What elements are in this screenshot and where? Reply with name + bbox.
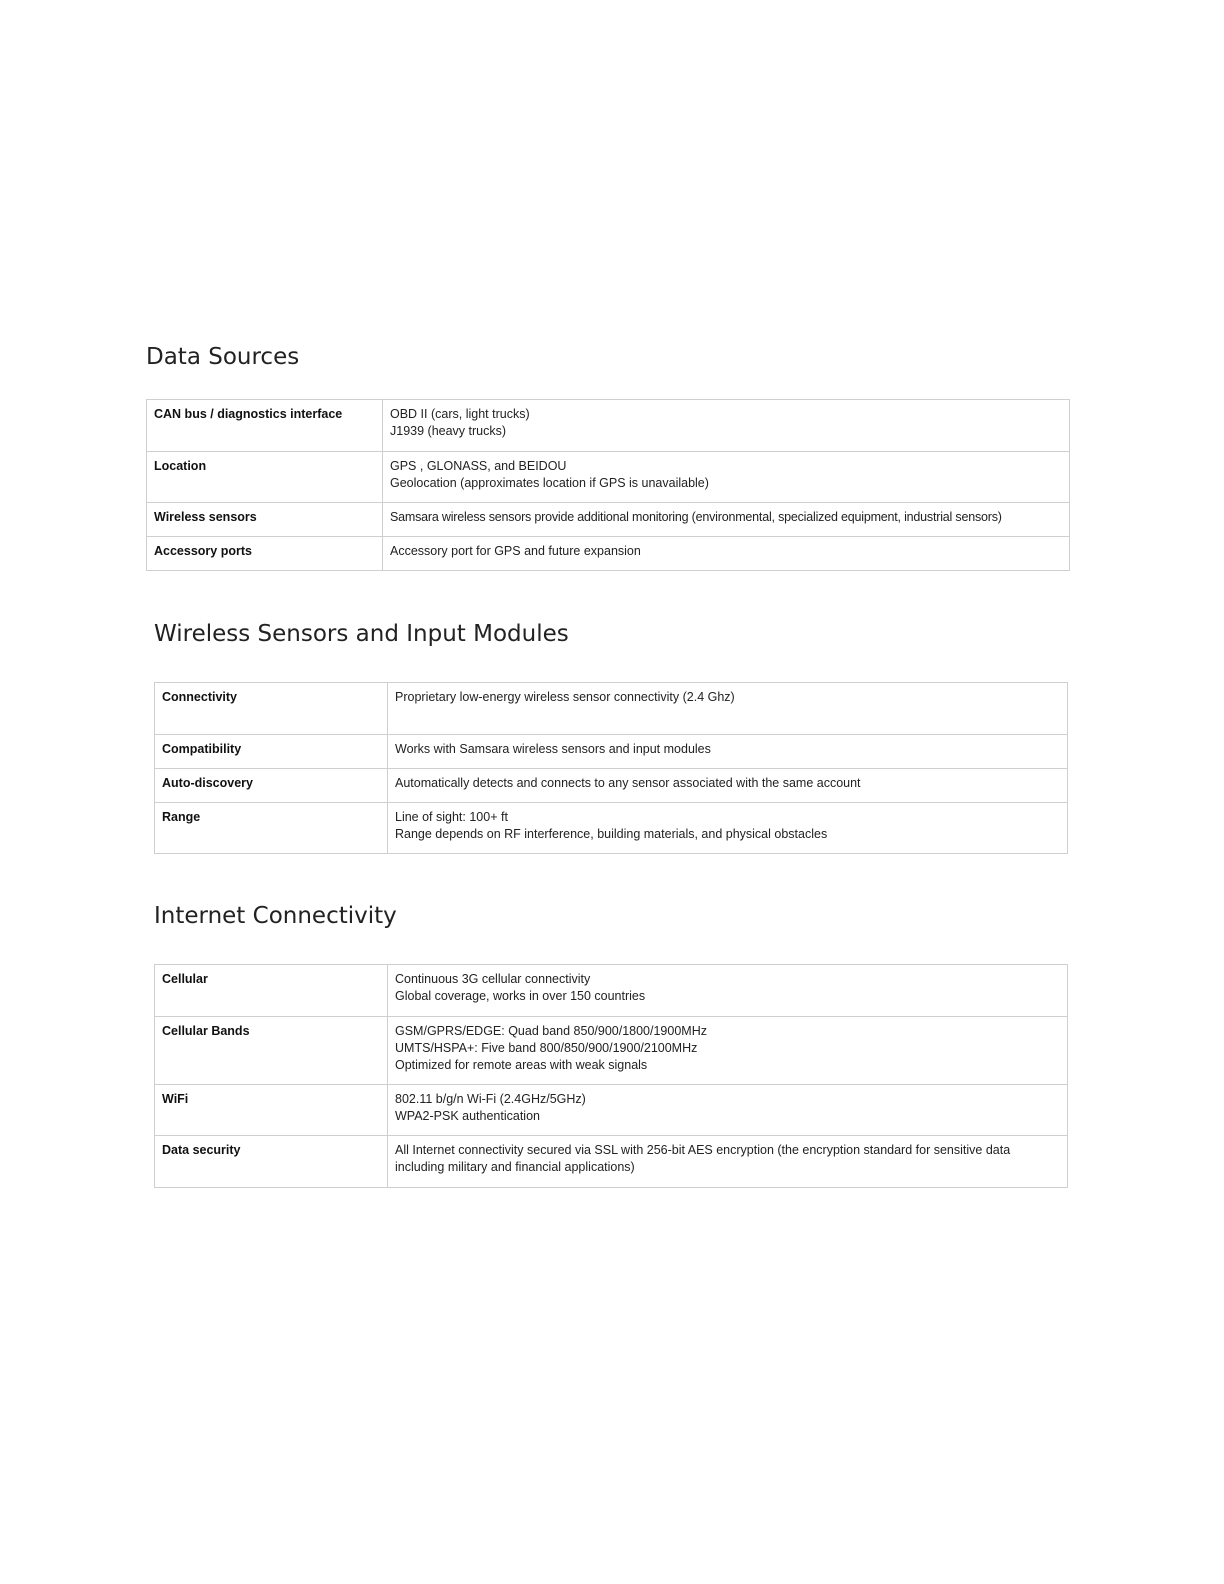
table-row [155,1136,1068,1188]
table-row [147,400,1070,452]
value-line: GPS , GLONASS, and BEIDOU [390,459,567,473]
row-label: WiFi [155,1085,388,1136]
row-label: Connectivity [155,683,388,735]
value-line: Range depends on RF interference, building materials, and physical obstacles [395,827,828,841]
row-value [383,503,1070,537]
row-value [388,1136,1068,1188]
section-title: Wireless Sensors and Input Modules [154,621,569,647]
value-line: Global coverage, works in over 150 countries [395,989,646,1003]
value-line: Geolocation (approximates location if GPS is unavailable) [390,476,709,490]
row-label: Compatibility [155,735,388,769]
row-value [388,735,1068,769]
row-label: Cellular [155,965,388,1017]
value-line: Line of sight: 100+ ft [395,810,508,824]
row-value [388,1085,1068,1136]
table-row [147,452,1070,503]
section-title: Data Sources [146,344,300,370]
table-row [155,1017,1068,1085]
row-label: Cellular Bands [155,1017,388,1085]
table-row [155,1085,1068,1136]
value-line: J1939 (heavy trucks) [390,424,507,438]
row-label: Data security [155,1136,388,1188]
row-label: Wireless sensors [147,503,383,537]
row-label: Location [147,452,383,503]
value-line: Samsara wireless sensors provide additional monitoring (environmental, specialized equipment, industrial sensors) [390,510,1002,524]
row-value [383,537,1070,571]
value-line: WPA2-PSK authentication [395,1109,540,1123]
row-value [388,1017,1068,1085]
value-line: Works with Samsara wireless sensors and input modules [395,742,711,756]
row-value [383,452,1070,503]
spec-table [154,964,1068,1188]
value-line: OBD II (cars, light trucks) [390,407,530,421]
row-label: Accessory ports [147,537,383,571]
table-row [147,537,1070,571]
value-line: Proprietary low-energy wireless sensor connectivity (2.4 Ghz) [395,690,735,704]
table-row [155,683,1068,735]
value-line: UMTS/HSPA+: Five band 800/850/900/1900/2100MHz [395,1041,698,1055]
table-row [155,735,1068,769]
value-line: All Internet connectivity secured via SSL with 256-bit AES encryption (the encryption standard for sensitive data including military and financial applications) [395,1143,1011,1174]
value-line: 802.11 b/g/n Wi-Fi (2.4GHz/5GHz) [395,1092,586,1106]
row-label: Auto-discovery [155,769,388,803]
value-line: Automatically detects and connects to any sensor associated with the same account [395,776,861,790]
row-value [388,965,1068,1017]
row-value [388,769,1068,803]
row-value [383,400,1070,452]
row-label: CAN bus / diagnostics interface [147,400,383,452]
table-row [155,769,1068,803]
spec-table [146,399,1070,571]
spec-table [154,682,1068,854]
value-line: Optimized for remote areas with weak signals [395,1058,648,1072]
value-line: GSM/GPRS/EDGE: Quad band 850/900/1800/1900MHz [395,1024,707,1038]
section-title: Internet Connectivity [154,903,397,929]
table-row [147,503,1070,537]
row-value [388,683,1068,735]
row-label: Range [155,803,388,854]
value-line: Continuous 3G cellular connectivity [395,972,591,986]
table-row [155,803,1068,854]
value-line: Accessory port for GPS and future expansion [390,544,641,558]
table-row [155,965,1068,1017]
row-value [388,803,1068,854]
